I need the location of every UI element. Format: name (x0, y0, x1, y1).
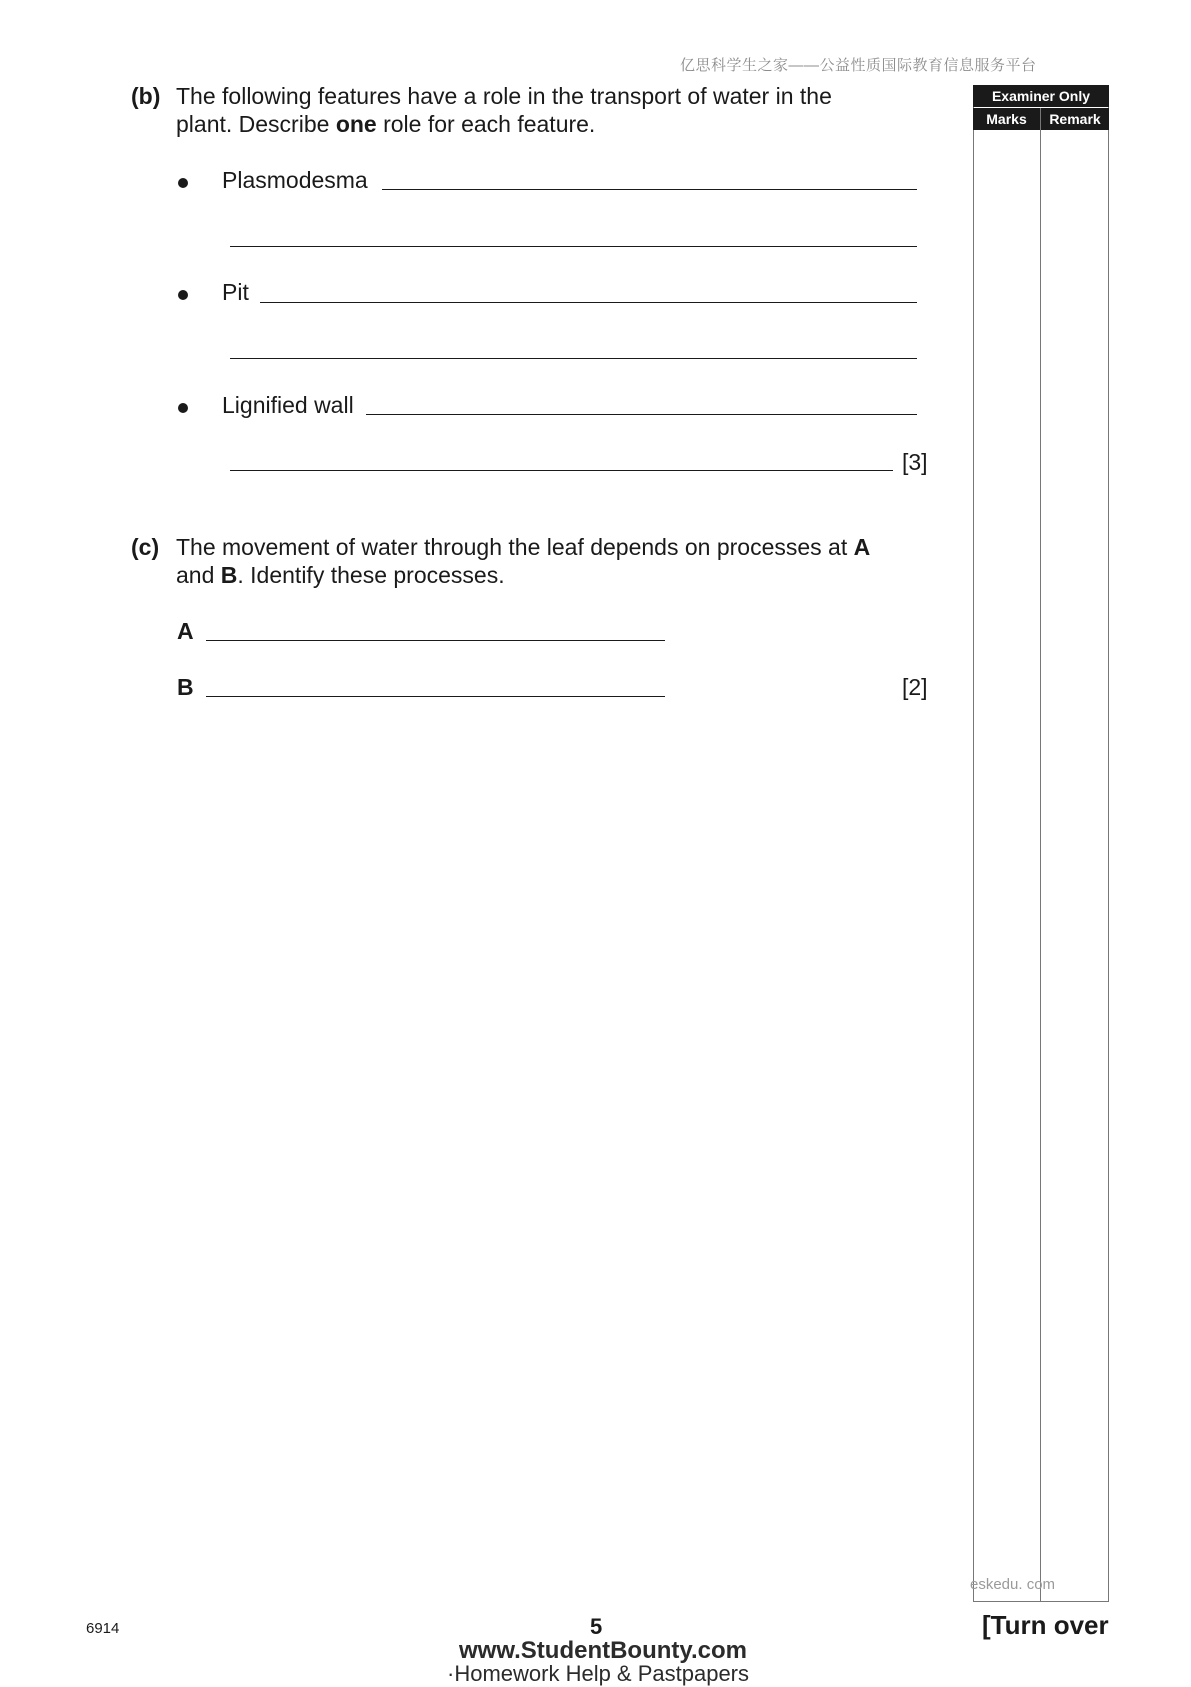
plasmodesma-answer-line-2[interactable] (230, 246, 917, 247)
answer-a-line[interactable] (206, 640, 665, 641)
part-c-question-line2 (176, 561, 505, 589)
part-c-line2-bold: B (220, 562, 238, 588)
turn-over-label: [Turn over (982, 1610, 1109, 1640)
part-c-line2-end: . Identify these processes. (237, 562, 505, 588)
lignified-wall-answer-line-1[interactable] (366, 414, 917, 415)
examiner-only-header: Examiner Only (973, 85, 1109, 107)
feature-lignified-wall-label: Lignified wall (222, 392, 354, 418)
part-b-line2-end: role for each feature. (376, 111, 596, 137)
part-b-question-line1: The following features have a role in the transport of water in the (176, 83, 832, 109)
answer-b-line[interactable] (206, 696, 665, 697)
part-b-label: (b) (131, 83, 161, 109)
studentbounty-tagline: ·Homework Help & Pastpapers (447, 1661, 750, 1686)
lignified-wall-answer-line-2[interactable] (230, 470, 893, 471)
eskedu-watermark: eskedu. com (970, 1576, 1056, 1593)
bullet-icon (178, 178, 188, 188)
part-b-marks: [3] (902, 449, 928, 475)
answer-a-label: A (177, 618, 194, 644)
part-c-label: (c) (131, 534, 160, 560)
feature-pit-label: Pit (222, 279, 249, 305)
paper-code: 6914 (86, 1620, 120, 1637)
part-c-line1-bold: A (853, 534, 871, 560)
pit-answer-line-1[interactable] (260, 302, 917, 303)
part-c-line1-text: The movement of water through the leaf depends on processes at (176, 534, 854, 560)
plasmodesma-answer-line-1[interactable] (382, 189, 917, 190)
part-b-question-line2 (176, 110, 595, 138)
bullet-icon (178, 403, 188, 413)
examiner-column-divider (1040, 108, 1041, 1602)
part-b-line2-bold: one (335, 111, 377, 137)
examiner-column (973, 85, 1109, 1602)
bullet-icon (178, 290, 188, 300)
marks-column-header: Marks (973, 108, 1040, 130)
part-b-line2-start: plant. Describe (176, 111, 336, 137)
feature-plasmodesma-label: Plasmodesma (222, 167, 368, 193)
part-c-marks: [2] (902, 674, 928, 700)
part-c-line2-start: and (176, 562, 221, 588)
pit-answer-line-2[interactable] (230, 358, 917, 359)
part-c-question-line1 (176, 533, 870, 561)
studentbounty-url: www.StudentBounty.com (459, 1637, 747, 1664)
page-number: 5 (590, 1614, 603, 1639)
remark-column-header: Remark (1041, 108, 1109, 130)
top-watermark-text: 亿思科学生之家——公益性质国际教育信息服务平台 (680, 57, 1037, 74)
answer-b-label: B (177, 674, 194, 700)
